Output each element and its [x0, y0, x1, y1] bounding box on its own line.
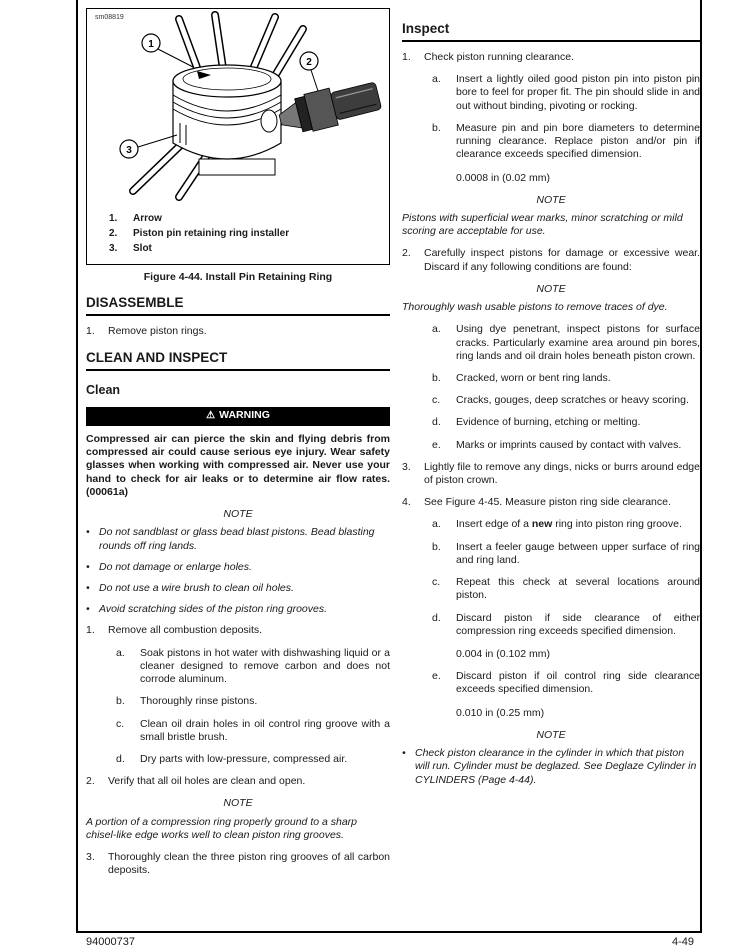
step-verify-holes: 2. Verify that all oil holes are clean and open. [86, 775, 306, 788]
spec-value: 0.0008 in (0.02 mm) [456, 171, 550, 184]
bullet-marker: • [86, 603, 90, 616]
substep: c. Repeat this check at several locations around piston. [432, 576, 700, 602]
substep: e. Discard piston if oil control ring side clearance exceeds specified dimension. 0.010 in (0.25 mm) [432, 670, 700, 719]
note-label: NOTE [536, 282, 566, 295]
balloon-2 [300, 52, 318, 91]
warning-text: Compressed air can pierce the skin and flying debris from compressed air could cause serious eye injury. Wear safety glasses when working with compressed air. Never use your hand to check for air leaks or to determine air flow rates. (00061a) [86, 433, 390, 498]
substep: c. Cracks, gouges, deep scratches or heavy scoring. [432, 394, 689, 407]
substep: b. Cracked, worn or bent ring lands. [432, 371, 611, 384]
svg-text:2: 2 [306, 57, 312, 68]
figure-illustration [87, 9, 387, 205]
note-text: Pistons with superficial wear marks, minor scratching or mild scoring are acceptable for use. [402, 211, 683, 238]
heading-clean: Clean [86, 382, 121, 397]
figure-code: sm08819 [95, 14, 124, 21]
page-footer [86, 936, 694, 950]
substep: d. Dry parts with low-pressure, compressed air. [116, 752, 348, 765]
warning-title: WARNING [219, 409, 270, 422]
svg-text:1: 1 [148, 39, 154, 50]
note-bullet: • Do not sandblast or glass bead blast pistons. Bead blasting rounds off ring lands. [86, 526, 375, 552]
note-text: A portion of a compression ring properly ground to a sharp chisel-like edge works well to clean piston ring grooves. [86, 815, 358, 841]
note-bullet: • Do not use a wire brush to clean oil holes. [86, 581, 294, 594]
page-number: 4-49 [671, 936, 694, 948]
callout-item: 3. Slot [109, 243, 152, 255]
note-text: Thoroughly wash usable pistons to remove traces of dye. [402, 301, 668, 314]
note-bullet: • Avoid scratching sides of the piston ring grooves. [86, 603, 328, 616]
note-label: NOTE [536, 728, 566, 741]
support-fixture [199, 159, 275, 175]
figure-4-44 [86, 8, 390, 265]
figure-caption: Figure 4-44. Install Pin Retaining Ring [143, 271, 333, 284]
bullet-marker: • [402, 747, 406, 760]
substep: a. Using dye penetrant, inspect pistons for surface cracks. Particularly examine area around pin bores, ring lands and oil drain holes beneath piston crown. [432, 323, 700, 362]
heading-inspect: Inspect [402, 20, 700, 42]
right-column [402, 10, 700, 795]
left-column [86, 8, 390, 886]
step-remove-deposits: 1. Remove all combustion deposits. [86, 624, 263, 637]
substep: b. Insert a feeler gauge between upper surface of ring and ring land. [432, 540, 700, 566]
note-label: NOTE [536, 193, 566, 206]
bullet-marker: • [86, 526, 90, 539]
substep: d. Discard piston if side clearance of either compression ring exceeds specified dimension. 0.004 in (0.102 mm) [432, 611, 700, 660]
spec-value: 0.010 in (0.25 mm) [456, 706, 545, 719]
piston [173, 65, 281, 159]
callout-item: 2. Piston pin retaining ring installer [109, 228, 290, 240]
step-lightly-file: 3. Lightly file to remove any dings, nicks or burrs around edge of piston crown. [402, 460, 700, 487]
callout-item: 1. Arrow [109, 213, 162, 225]
document-number: 94000737 [86, 936, 135, 948]
heading-clean-and-inspect: CLEAN AND INSPECT [86, 349, 390, 371]
substep: a. Soak pistons in hot water with dishwashing liquid or a cleaner designed to remove carbon and does not corrode aluminum. [116, 646, 390, 686]
step-running-clearance: 1. Check piston running clearance. [402, 51, 575, 63]
retaining-ring-installer [276, 77, 383, 138]
substep: e. Marks or imprints caused by contact with valves. [432, 438, 682, 451]
bullet-marker: • [86, 581, 90, 594]
substep: c. Clean oil drain holes in oil control ring groove with a small bristle brush. [116, 717, 390, 743]
substep: b. Measure pin and pin bore diameters to determine running clearance. Replace piston and/or pin if clearance exceeds specified dimension. 0.0008 in (0.02 mm) [432, 121, 700, 184]
substep: b. Thoroughly rinse pistons. [116, 695, 258, 708]
emphasis-new: new [531, 518, 553, 531]
warning-banner [86, 407, 390, 426]
note-bullet: • Do not damage or enlarge holes. [86, 560, 252, 573]
note-label: NOTE [223, 508, 253, 521]
heading-disassemble: DISASSEMBLE [86, 294, 390, 316]
substep: a. Insert edge of a new ring into piston ring groove. [432, 518, 682, 531]
warning-icon: ⚠ [206, 410, 216, 422]
step-remove-rings: 1. Remove piston rings. [86, 325, 207, 338]
step-inspect-damage: 2. Carefully inspect pistons for damage or excessive wear. Discard if any following conditions are found: [402, 247, 700, 273]
step-side-clearance: 4. See Figure 4-45. Measure piston ring side clearance. [402, 496, 671, 509]
svg-text:3: 3 [126, 145, 132, 156]
substep: d. Evidence of burning, etching or melting. [432, 416, 641, 429]
step-clean-grooves: 3. Thoroughly clean the three piston ring grooves of all carbon deposits. [86, 851, 390, 877]
substep: a. Insert a lightly oiled good piston pin into piston pin bore to feel for proper fit. The pin should slide in and out without binding, pivoting or rocking. [432, 73, 700, 112]
spec-value: 0.004 in (0.102 mm) [456, 648, 550, 660]
note-bullet: • Check piston clearance in the cylinder in which that piston will run. Cylinder must be deglazed. See Deglaze Cylinder in CYLINDERS (Page 4-44). [402, 747, 697, 786]
figure-callouts [109, 211, 389, 256]
pin-bore [261, 110, 277, 132]
note-label: NOTE [223, 797, 253, 810]
bullet-marker: • [86, 560, 90, 573]
